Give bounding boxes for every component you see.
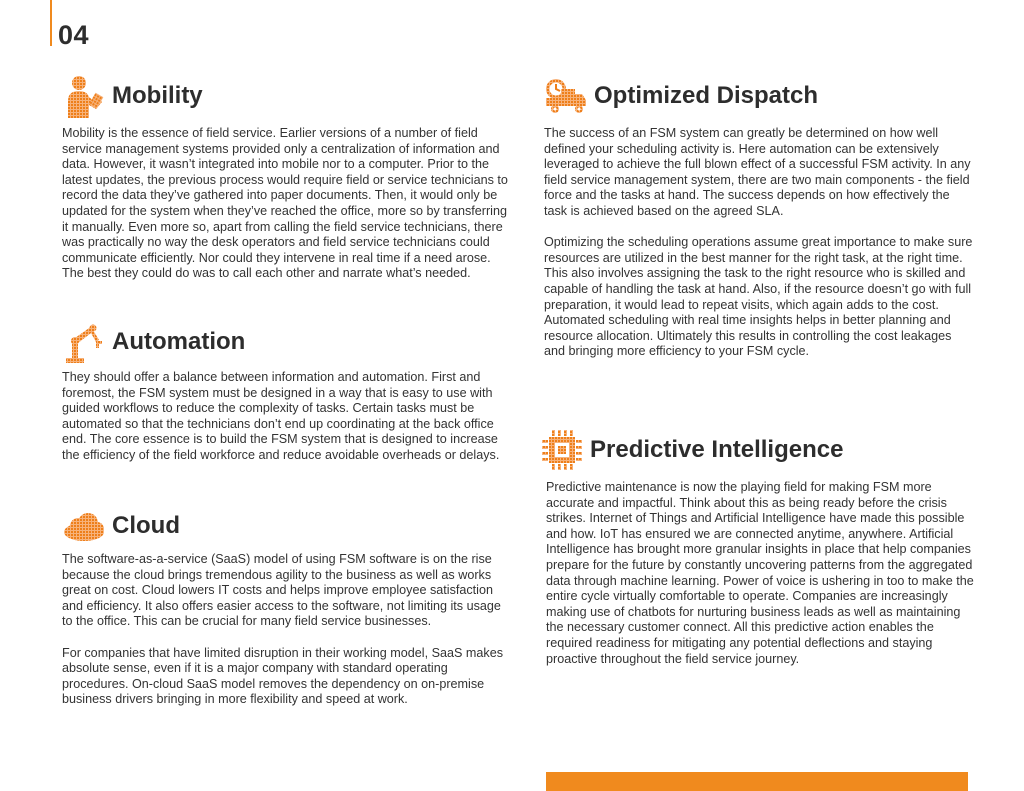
- paragraph: For companies that have limited disruption in their working model, SaaS makes absolute sense, even if it is a major company with standard operating procedures. On-cloud SaaS model removes the dependency on on-premise business drivers bringing in more flexibility and speed at work.: [62, 645, 503, 707]
- paragraph: They should offer a balance between information and automation. First and foremost, the FSM system must be designed in a way that is easy to use with guided workflows to reduce the complexity of tasks. Certain tasks must be automated so that the technicians don’t end up coordinating at the back office end. The core essence is to build the FSM system that is designed to increase the efficiency of the field workforce and reduce avoidable overheads or delays.: [62, 370, 500, 462]
- section-predictive-intelligence: [540, 424, 976, 667]
- paragraph: Mobility is the essence of field service. Earlier versions of a number of field service management systems provided only a centralization of information and data. However, it wasn’t integrated into mobile nor to a computer. Prior to the latest updates, the previous process would require field or service technicians to record the data they’ve gathered into paper documents. Then, it would only be updated for the system when they’ve reached the office, more so by transferring it manually. Even more so, apart from calling the field service technicians, there was practically no way the desk operators and field service technicians could communicate efficiently. Nor could they intervene in real time if a need arose. The best they could do was to call each other and narrate what’s needed.: [62, 126, 508, 281]
- section-optimized-dispatch: [544, 70, 974, 360]
- section-header: [62, 70, 512, 122]
- paragraph: The success of an FSM system can greatly be determined on how well defined your scheduling activity is. Here automation can be extensively leveraged to achieve the full blown effect of a successful FSM activity. In any field service management system, there are two main components - the field force and the tasks at hand. The success depends on how effectively the task is achieved based on the agreed SLA.: [544, 126, 971, 218]
- delivery-truck-clock-icon: [544, 74, 588, 118]
- person-with-tablet-icon: [62, 74, 106, 118]
- section-body: [540, 480, 976, 667]
- page-number: 04: [58, 20, 90, 50]
- section-automation: [62, 316, 502, 464]
- paragraph: Predictive maintenance is now the playing field for making FSM more accurate and impactful. Think about this as being ready before the crisis strikes. Internet of Things and Artificial Intelligence have made this possible and how. IoT has ensured we are connected anytime, anywhere. Artificial Intelligence has brought more granular insights in place that help companies prepare for the future by constantly uncovering patterns from the aggregated data through machine learning. Power of voice is ushering in too to make the entire cycle virtually comfortable to operate. Companies are increasingly making use of chatbots for nurturing business leads as well as maintaining the necessary customer connect. All this predictive action enables the required readiness for mitigating any potential deflections and staying proactive throughout the field service journey.: [546, 480, 974, 666]
- footer-accent-bar: [546, 772, 968, 791]
- section-body: [62, 126, 512, 282]
- section-title: Predictive Intelligence: [590, 436, 844, 463]
- section-header: [540, 424, 976, 476]
- microchip-icon: [540, 428, 584, 472]
- page-marker-line: [50, 0, 52, 46]
- cloud-icon: [62, 504, 106, 548]
- paragraph: The software-as-a-service (SaaS) model of using FSM software is on the rise because the cloud brings tremendous agility to the business as well as works great on cost. Cloud lowers IT costs and helps improve employee satisfaction and efficiency. It also offers easier access to the software, not limiting its usage to the office. This can be crucial for many field service businesses.: [62, 552, 501, 629]
- section-title: Mobility: [112, 82, 203, 109]
- section-title: Optimized Dispatch: [594, 82, 819, 109]
- section-body: [62, 552, 512, 708]
- section-header: [62, 500, 512, 552]
- robotic-arm-icon: [62, 320, 106, 364]
- section-body: [544, 126, 974, 360]
- section-header: [62, 316, 502, 368]
- section-mobility: [62, 70, 512, 282]
- section-title: Cloud: [112, 512, 180, 539]
- section-title: Automation: [112, 328, 246, 355]
- section-header: [544, 70, 974, 122]
- section-cloud: [62, 500, 512, 708]
- paragraph: Optimizing the scheduling operations assume great importance to make sure resources are utilized in the best manner for the right task, at the right time. This also involves assigning the task to the right resource who is skilled and capable of handling the task at hand. Also, if the resource doesn’t go with full preparation, it would lead to repeat visits, which again adds to the cost. Automated scheduling with real time insights helps in better planning and resource allocation. Ultimately this results in controlling the cost leakages and bringing more efficiency to your FSM cycle.: [544, 235, 973, 359]
- section-body: [62, 370, 502, 464]
